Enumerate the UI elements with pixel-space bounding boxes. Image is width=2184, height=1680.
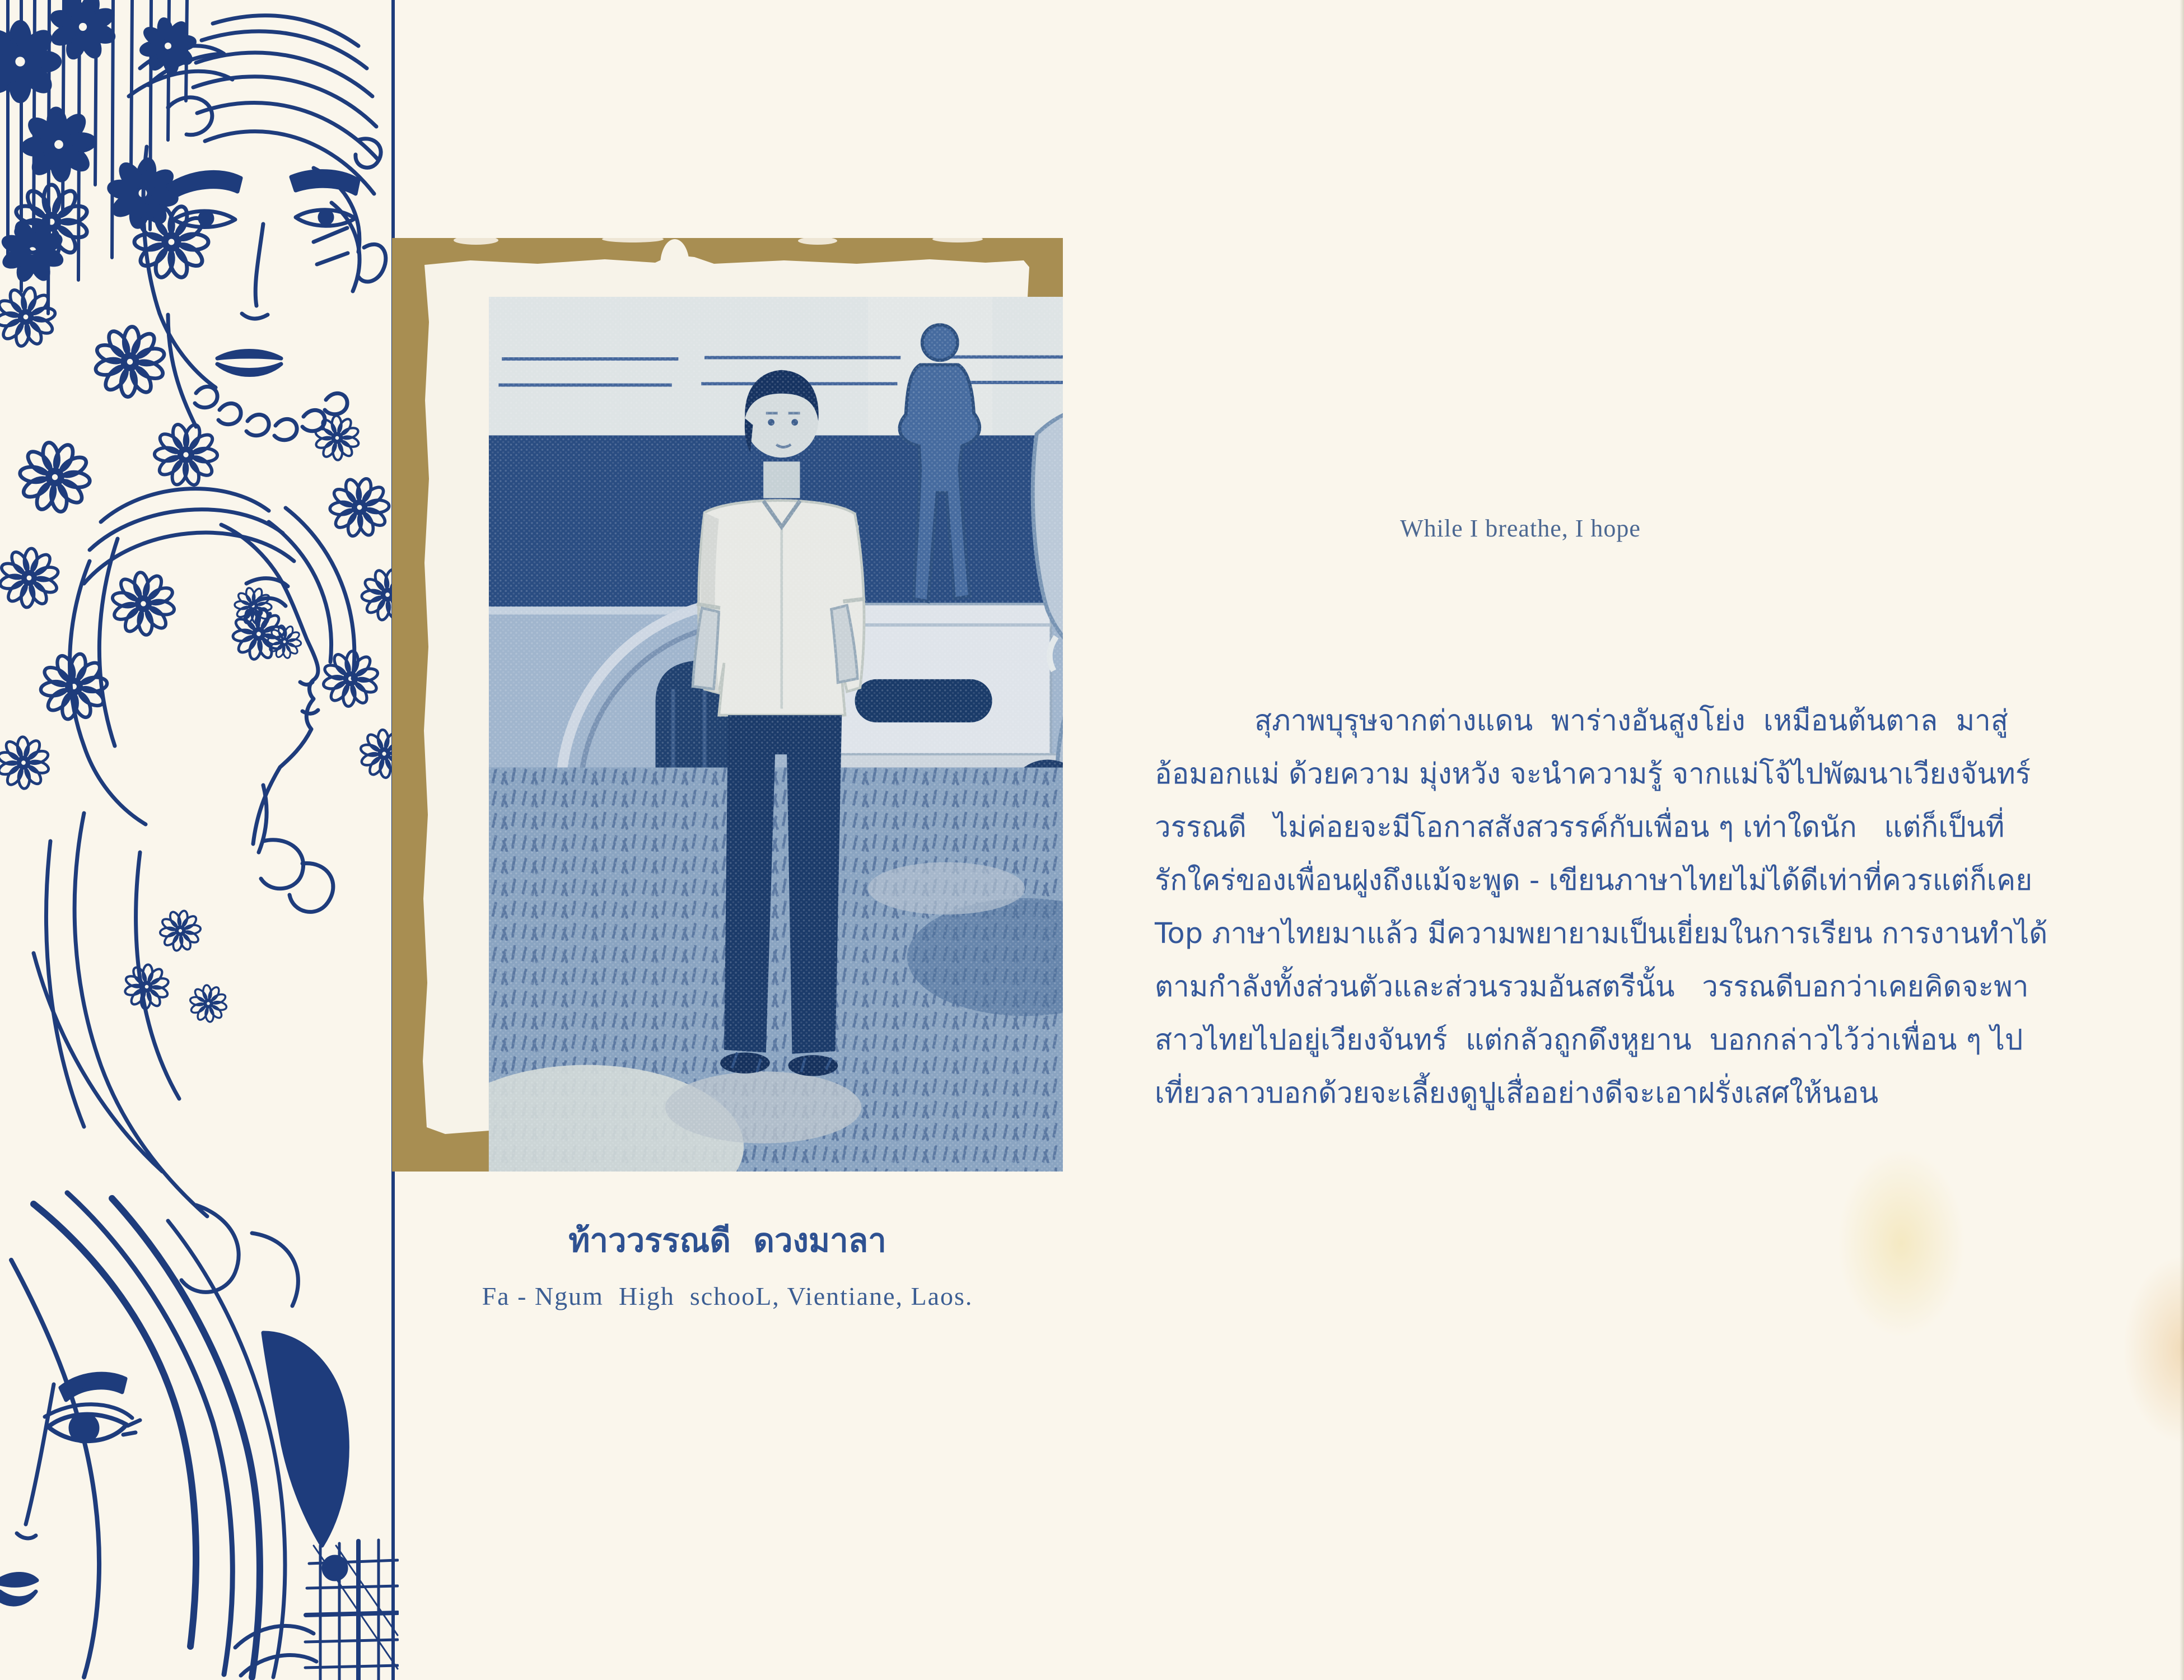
bio-line: Top ภาษาไทยมาแล้ว มีความพยายามเป็นเยี่ยมในการเรียน การงานทำได้ (1155, 917, 2048, 950)
paper-stain (1837, 1148, 1966, 1338)
line-art (0, 0, 399, 1680)
portrait-school: Fa - Ngum High schooL, Vientiane, Laos. (482, 1282, 973, 1310)
plaid-pattern (305, 1540, 398, 1680)
mat-notch (660, 239, 689, 291)
decorative-illustration (0, 0, 399, 1680)
bio-line: อ้อมอกแม่ ด้วยความ มุ่งหวัง จะนำความรู้ จากแม่โจ้ไปพัฒนาเวียงจันทร์ (1155, 758, 2031, 791)
bio-line: สุภาพบุรุษจากต่างแดน พาร่างอันสูงโย่ง เหมือนต้นตาล มาสู่ (1254, 704, 2008, 738)
bio-line: สาวไทยไปอยู่เวียงจันทร์ แต่กลัวถูกดึงหูยาน บอกกล่าวไว้ว่าเพื่อน ๆ ไป (1155, 1024, 2023, 1057)
paper-stain (2122, 1254, 2184, 1445)
hair-strands (34, 813, 207, 1216)
photo-frame-art (392, 238, 1063, 1172)
motto-quote: While I breathe, I hope (1400, 515, 1641, 542)
portrait-name: ท้าววรรณดี ดวงมาลา (568, 1221, 886, 1259)
female-face (0, 1193, 398, 1680)
bio-line: รักใคร่ของเพื่อนฝูงถึงแม้จะพูด - เขียนภาษาไทยไม่ได้ดีเท่าที่ควรแต่ก็เคย (1155, 864, 2033, 897)
photo-frame (392, 238, 1063, 1172)
bio-line: เที่ยวลาวบอกด้วยจะเลี้ยงดูปูเสื่ออย่างดีจะเอาฝรั่งเสศให้นอน (1155, 1077, 1879, 1110)
bio-line: ตามกำลังทั้งส่วนตัวและส่วนรวมอันสตรีนั้น วรรณดีบอกว่าเคยคิดจะพา (1155, 970, 2029, 1004)
page-edge-shadow (2180, 0, 2184, 1680)
bio-line: วรรณดี ไม่ค่อยจะมีโอกาสสังสวรรค์กับเพื่อน ๆ เท่าใดนัก แต่ก็เป็นที่ (1155, 811, 2005, 844)
portrait-photo (430, 297, 1063, 1172)
bio-paragraph (1155, 694, 2048, 1120)
female-profile (70, 409, 399, 1028)
